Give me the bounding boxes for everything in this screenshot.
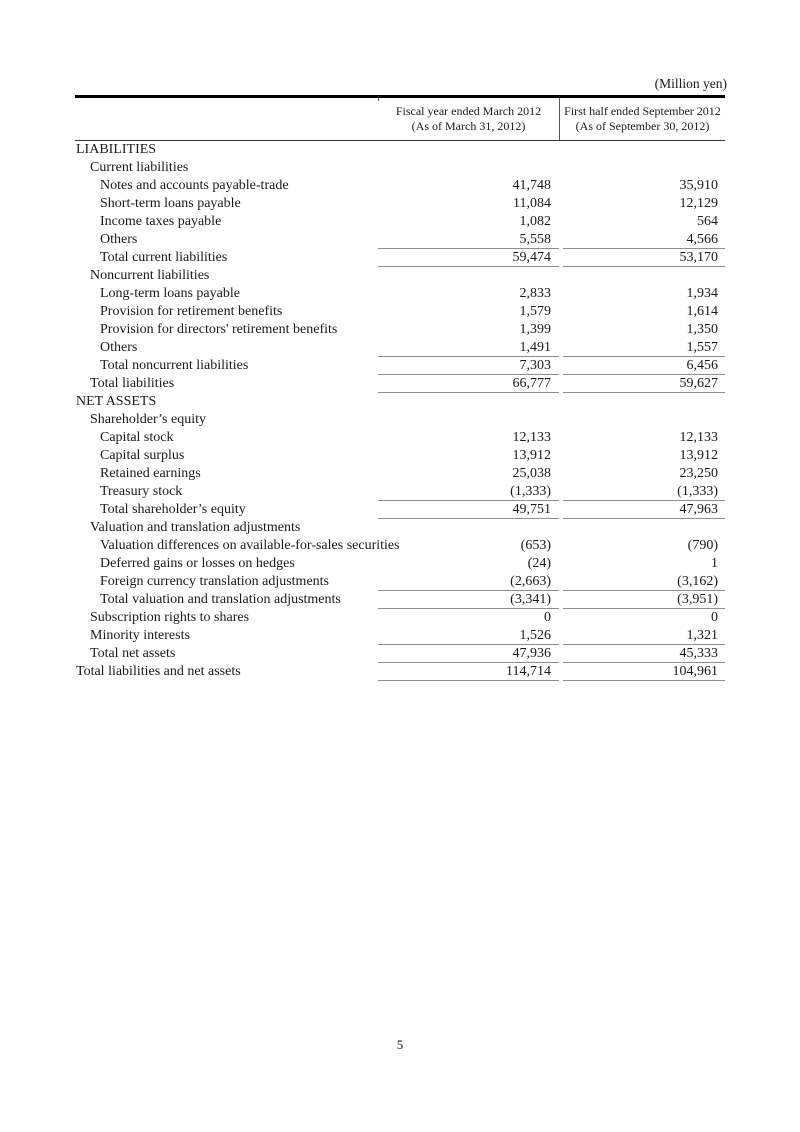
row-value-col2: (3,162) [563,573,725,591]
row-value-col2: 45,333 [563,645,725,663]
column-subtitle: (As of September 30, 2012) [575,119,710,133]
row-label: Short-term loans payable [100,196,241,211]
row-label: Minority interests [90,628,190,643]
row-label: Others [100,232,138,247]
row-value-col1 [378,141,559,159]
row-value-col2: 59,627 [563,375,725,393]
column-title: First half ended September 2012 [564,104,721,118]
table-row [75,267,725,285]
table-row [75,591,725,609]
row-value-col2: (1,333) [563,483,725,501]
unit-note: (Million yen) [654,76,727,91]
row-label: Shareholder’s equity [90,412,206,427]
row-label: NET ASSETS [76,394,157,409]
table-header-row [75,98,725,141]
row-value-col1: 66,777 [378,375,559,393]
table-row [75,537,725,555]
header-label-spacer [75,98,378,140]
table-row [75,231,725,249]
row-value-col2: 53,170 [563,249,725,267]
row-value-col1 [378,411,559,429]
table-row [75,519,725,537]
table-row [75,357,725,375]
row-value-col2: 4,566 [563,231,725,249]
row-label: Foreign currency translation adjustments [100,574,329,589]
row-value-col2 [563,411,725,429]
table-row [75,447,725,465]
row-value-col2: 6,456 [563,357,725,375]
row-label: LIABILITIES [76,142,157,157]
row-value-col1: 1,526 [378,627,559,645]
row-label: Noncurrent liabilities [90,268,210,283]
row-label: Total shareholder’s equity [100,502,246,517]
row-value-col1 [378,519,559,537]
row-value-col1: 12,133 [512,430,551,445]
row-value-col2 [563,267,725,285]
column-header-fy-march-2012 [378,98,560,140]
row-label: Total valuation and translation adjustments [100,592,341,607]
row-value-col1: 41,748 [512,178,551,193]
table-row [75,195,725,213]
row-value-col2: 1,350 [686,322,718,337]
row-label: Long-term loans payable [100,286,240,301]
row-value-col1: (2,663) [378,573,559,591]
table-row [75,375,725,393]
row-value-col2 [563,393,725,411]
row-value-col2: 0 [711,610,718,625]
row-label: Provision for directors' retirement benefits [100,322,338,337]
row-value-col2: (790) [687,538,718,553]
table-row [75,573,725,591]
table-row [75,393,725,411]
row-value-col1: (24) [527,556,551,571]
row-value-col2: (3,951) [563,591,725,609]
table-row [75,645,725,663]
row-value-col2: 23,250 [679,466,718,481]
row-value-col1: 1,082 [519,214,551,229]
row-value-col2: 1,934 [686,286,718,301]
table-row [75,609,725,627]
row-label: Retained earnings [100,466,201,481]
row-value-col1: 59,474 [378,249,559,267]
row-label: Total liabilities and net assets [76,664,241,679]
table-row [75,321,725,339]
row-value-col1: 1,491 [378,339,559,357]
table-row [75,213,725,231]
row-label: Others [100,340,138,355]
row-value-col1: 11,084 [513,196,551,211]
row-value-col1: 13,912 [512,448,551,463]
balance-sheet-table [75,95,725,681]
table-row [75,465,725,483]
table-row [75,249,725,267]
table-row [75,555,725,573]
row-value-col2: 1,557 [563,339,725,357]
row-value-col2: 47,963 [563,501,725,519]
row-value-col2: 35,910 [679,178,718,193]
row-label: Income taxes payable [100,214,222,229]
row-label: Current liabilities [90,160,189,175]
table-row [75,411,725,429]
column-title: Fiscal year ended March 2012 [395,104,542,118]
row-value-col2 [563,141,725,159]
row-label: Notes and accounts payable-trade [100,178,289,193]
row-label: Total noncurrent liabilities [100,358,249,373]
table-row [75,429,725,447]
row-value-col1: 49,751 [378,501,559,519]
row-label: Treasury stock [100,484,183,499]
row-value-col2: 12,133 [679,430,718,445]
table-row [75,663,725,681]
row-value-col1 [378,393,559,411]
row-value-col1: 2,833 [519,286,551,301]
table-row [75,177,725,195]
row-label: Valuation and translation adjustments [90,520,301,535]
column-tick [378,98,379,101]
row-value-col1: 114,714 [378,663,559,681]
row-value-col1 [378,159,559,177]
table-top-rule [75,95,725,98]
row-value-col1 [378,267,559,285]
row-label: Capital stock [100,430,174,445]
row-label: Total liabilities [90,376,175,391]
row-value-col2 [563,519,725,537]
row-label: Valuation differences on available-for-sales securities [100,538,400,553]
row-value-col2: 13,912 [679,448,718,463]
row-value-col1: 7,303 [378,357,559,375]
table-row [75,339,725,357]
row-value-col1: (1,333) [378,483,559,501]
row-value-col2: 12,129 [679,196,718,211]
table-row [75,141,725,159]
table-row [75,285,725,303]
row-value-col1: 47,936 [378,645,559,663]
row-value-col2 [563,159,725,177]
column-subtitle: (As of March 31, 2012) [411,119,526,133]
row-label: Subscription rights to shares [90,610,250,625]
row-label: Provision for retirement benefits [100,304,283,319]
row-value-col1: 0 [544,610,551,625]
row-value-col1: (3,341) [378,591,559,609]
row-label: Deferred gains or losses on hedges [100,556,295,571]
table-row [75,483,725,501]
row-value-col1: 5,558 [378,231,559,249]
row-value-col2: 564 [697,214,718,229]
table-row [75,501,725,519]
row-value-col1: 1,579 [519,304,551,319]
row-value-col1: 25,038 [512,466,551,481]
table-row [75,627,725,645]
row-label: Capital surplus [100,448,185,463]
page-number: 5 [396,1037,404,1052]
table-row [75,159,725,177]
table-row [75,303,725,321]
row-label: Total net assets [90,646,176,661]
table-body [75,141,725,681]
column-header-h1-september-2012 [560,98,725,140]
row-value-col2: 1 [711,556,718,571]
row-label: Total current liabilities [100,250,228,265]
row-value-col2: 1,614 [686,304,718,319]
row-value-col1: (653) [520,538,551,553]
row-value-col2: 104,961 [563,663,725,681]
row-value-col2: 1,321 [563,627,725,645]
row-value-col1: 1,399 [519,322,551,337]
